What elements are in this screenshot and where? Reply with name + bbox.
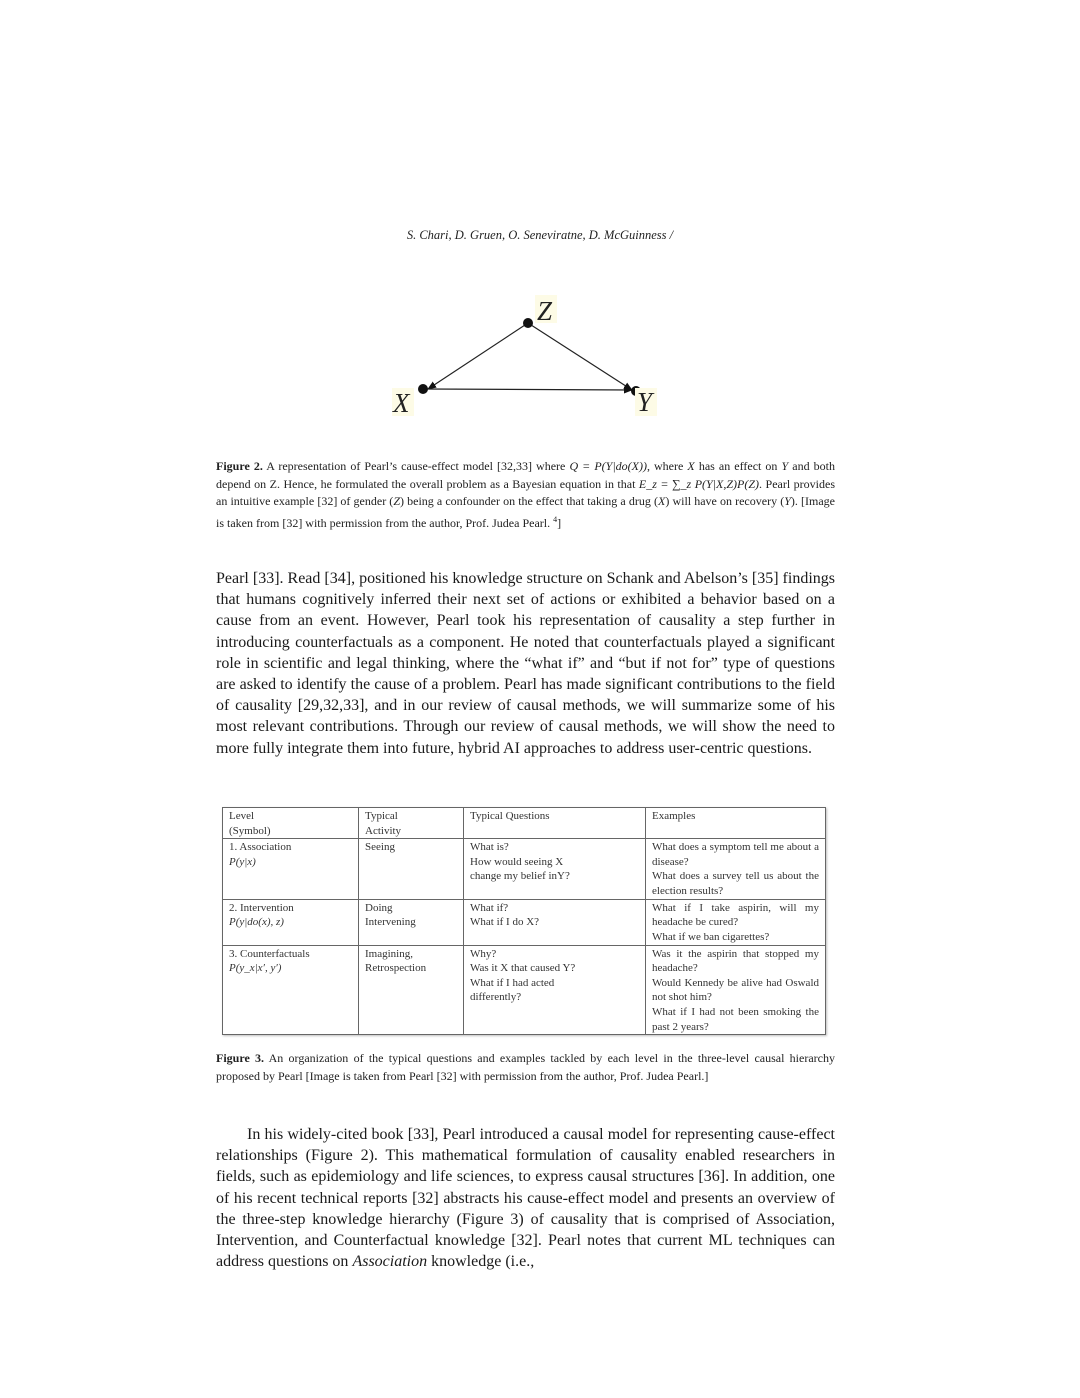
node-label-x: X xyxy=(393,388,410,418)
caption-text: has an effect on xyxy=(694,459,782,473)
paragraph-text: In his widely-cited book [33], Pearl introduced a causal model for representing cause-effect relationships (Figure 2). This mathematical formulation of causality enabled researchers in fields, such as epidemiology and life sciences, to express causal structures [36]. In addition, one of his recent technical reports [32] abstracts his cause-effect model and presents an overview of the three-step knowledge hierarchy (Figure 3) of causality that is comprised of Association, Intervention, and Counterfactual knowledge [32]. Pearl notes that current ML techniques can address questions on xyxy=(216,1126,835,1271)
cell-level xyxy=(223,839,359,899)
figure-3-table xyxy=(222,807,826,1035)
edge-z-to-x xyxy=(428,323,528,389)
figure-3-caption xyxy=(216,1050,835,1085)
running-head: S. Chari, D. Gruen, O. Seneviratne, D. McGuinness / xyxy=(406,228,674,242)
cell-level xyxy=(223,899,359,945)
cell-level xyxy=(223,945,359,1035)
header-text: Typical xyxy=(365,810,398,822)
question-text: What if? xyxy=(470,901,509,914)
example-text: What if I had not been smoking the past 2 years? xyxy=(652,1005,819,1033)
level-name: 2. Intervention xyxy=(229,901,294,914)
caption-math: Y xyxy=(784,494,791,509)
caption-text: An organization of the typical questions and examples tackled by each level in the three-level causal hierarchy proposed by Pearl [Image is taken from Pearl [32] with permission from the author, Prof. Judea Pearl.] xyxy=(216,1051,835,1083)
body-paragraph-2 xyxy=(216,1124,835,1272)
emphasis-association: Association xyxy=(352,1253,428,1271)
caption-text: and both depend on Z. Hence, he formulated the overall problem as a Bayesian equation in that xyxy=(216,459,835,491)
caption-math: Q = P(Y|do(X)) xyxy=(569,459,647,473)
node-z xyxy=(523,318,533,328)
body-paragraph-1: Pearl [33]. Read [34], positioned his knowledge structure on Schank and Abelson’s [35] findings that humans cognitively inferred their next set of actions or exhibited a behavior based on a cause from an event. However, Pearl took his representation of causality a step further in introducing counterfactuals as a component. He noted that counterfactuals played a significant role in scientific and legal thinking, where the “what if” and “but if not for” type of questions are asked to identify the cause of a problem. Pearl has made significant contributions to the field of causality [29,32,33], and in our review of causal methods, we will summarize some of his most relevant contributions. Through our review of causal methods, we will show the need to more fully integrate them into future, hybrid AI approaches to address user-centric questions. xyxy=(216,570,835,757)
cell-questions xyxy=(464,945,646,1035)
header-text: (Symbol) xyxy=(229,824,271,837)
table-row xyxy=(223,839,826,899)
figure-3-label: Figure 3. xyxy=(216,1051,265,1065)
header-text: Level xyxy=(229,810,255,822)
table-row xyxy=(223,945,826,1035)
cell-examples xyxy=(646,945,826,1035)
caption-text: A representation of Pearl’s cause-effect model [32,33] where xyxy=(262,459,570,473)
caption-text: , where xyxy=(646,459,688,473)
activity-text: Retrospection xyxy=(365,962,427,975)
node-x xyxy=(418,384,428,394)
edge-x-to-y xyxy=(425,389,632,390)
caption-math: Z xyxy=(393,494,400,509)
example-text: What does a survey tell us about the election results? xyxy=(652,870,819,897)
level-symbol: P(y|x) xyxy=(229,855,256,868)
header-level xyxy=(223,808,359,839)
caption-math: X xyxy=(687,459,695,473)
level-name: 1. Association xyxy=(229,841,292,854)
edge-z-to-y xyxy=(528,323,632,390)
cell-questions xyxy=(464,899,646,945)
caption-math: X xyxy=(657,494,666,509)
example-text: What does a symptom tell me about a disease? xyxy=(652,841,819,868)
figure-2-label: Figure 2. xyxy=(216,459,263,473)
node-label-z: Z xyxy=(537,296,553,326)
header-activity xyxy=(359,808,464,839)
cell-activity xyxy=(359,899,464,945)
question-text: Why? xyxy=(470,947,497,960)
example-text: Would Kennedy be alive had Oswald not shot him? xyxy=(652,976,819,1004)
header-text: Typical Questions xyxy=(470,810,550,822)
header-questions xyxy=(464,808,646,839)
footnote-marker[interactable]: 4 xyxy=(553,514,558,524)
paragraph-text: knowledge (i.e., xyxy=(427,1253,535,1271)
causal-hierarchy-table xyxy=(222,807,826,1035)
activity-text: Imagining, xyxy=(365,947,413,960)
caption-math: E_z = ∑_z P(Y|X,Z)P(Z) xyxy=(638,476,760,491)
question-text: What is? xyxy=(470,841,509,854)
activity-text: Doing xyxy=(365,901,393,914)
caption-text: ) being a confounder on the effect that taking a drug ( xyxy=(400,494,658,509)
node-label-y: Y xyxy=(637,387,653,417)
question-text: change my belief inY? xyxy=(470,870,570,883)
figure-2-causal-diagram xyxy=(380,290,680,420)
example-text: What if we ban cigarettes? xyxy=(652,930,770,943)
example-text: Was it the aspirin that stopped my headache? xyxy=(652,947,819,975)
question-text: What if I do X? xyxy=(470,916,540,929)
table-row xyxy=(223,899,826,945)
header-examples xyxy=(646,808,826,839)
cell-examples xyxy=(646,839,826,899)
activity-text: Intervening xyxy=(365,916,416,929)
level-symbol: P(y_x|x′, y′) xyxy=(229,962,282,975)
header-text: Activity xyxy=(365,824,402,837)
caption-text: ) will have on recovery ( xyxy=(665,494,785,509)
caption-math: Y xyxy=(781,459,789,473)
cell-activity xyxy=(359,839,464,899)
level-symbol: P(y|do(x), z) xyxy=(229,916,284,929)
figure-2-caption xyxy=(216,458,835,532)
question-text: Was it X that caused Y? xyxy=(470,962,576,975)
caption-text: ] xyxy=(557,515,562,530)
cell-questions xyxy=(464,839,646,899)
activity-text: Seeing xyxy=(365,841,395,854)
table-header-row xyxy=(223,808,826,839)
question-text: How would seeing X xyxy=(470,855,564,868)
question-text: What if I had acted xyxy=(470,976,555,989)
cell-examples xyxy=(646,899,826,945)
cell-activity xyxy=(359,945,464,1035)
caption-text: . Pearl provides an intuitive example [32] of gender ( xyxy=(216,476,835,509)
question-text: differently? xyxy=(470,991,522,1004)
level-name: 3. Counterfactuals xyxy=(229,947,310,960)
header-text: Examples xyxy=(652,810,696,822)
example-text: What if I take aspirin, will my headache be cured? xyxy=(652,901,819,929)
caption-text: ). [Image is taken from [32] with permission from the author, Prof. Judea Pearl. xyxy=(216,494,835,530)
